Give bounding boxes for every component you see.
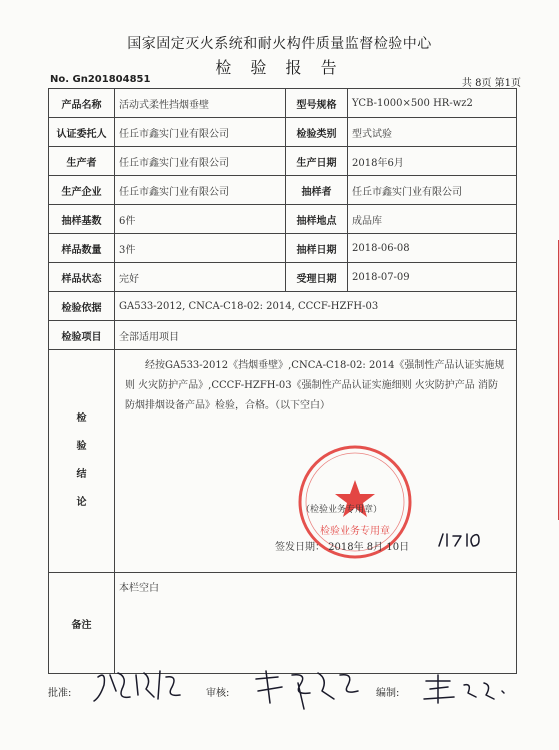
field-value: 任丘市鑫实门业有限公司 [115,118,286,147]
org-title: 国家固定灭火系统和耐火构件质量监督检验中心 [127,36,432,52]
sign-date: 签发日期： 2018年 8月 10日 [275,542,410,553]
remark-row [49,573,517,674]
conclusion-cell [115,350,517,573]
field-label: 样品状态 [49,263,115,292]
field-value: 任丘市鑫实门业有限公司 [115,147,286,176]
page-info: 共 8页 第1页 [461,78,521,89]
field-label: 抽样基数 [49,205,115,234]
field-label: 抽样地点 [286,205,348,234]
basis-label: 检验依据 [49,292,115,321]
basis-row [49,292,517,321]
field-label: 抽样日期 [286,234,348,263]
doc-title: 检 验 报 告 [215,58,344,77]
field-value: 2018年6月 [348,147,517,176]
field-value: YCB-1000×500 HR-wz2 [348,89,517,118]
field-value: 2018-06-08 [348,234,517,263]
field-value: 成品库 [348,205,517,234]
compiler-signature [420,671,516,707]
info-row [49,263,517,292]
seal-bottom-text: 检验业务专用章 [320,526,390,537]
field-value: 任丘市鑫实门业有限公司 [348,176,517,205]
seal-label: （检验业务专用章） [301,505,383,515]
field-label: 型号规格 [286,89,348,118]
conclusion-label: 检 验 结 论 [49,350,115,573]
remark-label: 备注 [49,573,115,674]
info-row [49,147,517,176]
field-label: 检验类别 [286,118,348,147]
compile-label: 编制: [376,688,400,699]
field-label: 认证委托人 [49,118,115,147]
info-row [49,89,517,118]
approver-signature [88,667,198,707]
items-value: 全部适用项目 [115,321,517,350]
field-value: 型式试验 [348,118,517,147]
field-label: 生产企业 [49,176,115,205]
basis-value: GA533-2012, CNCA-C18-02: 2014, CCCF-HZFH-03 [115,292,517,321]
conclusion-row [49,350,517,573]
field-value: 3件 [115,234,286,263]
report-table [48,88,517,674]
review-label: 审核: [206,688,230,699]
remark-cell [115,573,517,674]
signature-footer [48,679,518,719]
items-label: 检验项目 [49,321,115,350]
info-row [49,234,517,263]
items-row [49,321,517,350]
reviewer-signature [248,665,368,713]
field-value: 任丘市鑫实门业有限公司 [115,176,286,205]
field-value: 活动式柔性挡烟垂壁 [115,89,286,118]
report-number: No. Gn201804851 [50,74,151,85]
info-row [49,118,517,147]
field-value: 2018-07-09 [348,263,517,292]
field-label: 受理日期 [286,263,348,292]
conclusion-text: 经按GA533-2012《挡烟垂壁》,CNCA-C18-02: 2014《强制性产品认证实施规则 火灾防护产品》,CCCF-HZFH-03《强制性产品认证实施细则 火灾防护产品 消防防烟排烟设备产品》检验，合格。（以下空白） [125,360,505,411]
approve-label: 批准: [48,688,72,699]
date-handwriting [433,528,493,552]
field-label: 生产者 [49,147,115,176]
remark-value: 本栏空白 [119,583,159,594]
info-row [49,205,517,234]
field-label: 抽样者 [286,176,348,205]
field-value: 6件 [115,205,286,234]
field-label: 样品数量 [49,234,115,263]
field-label: 生产日期 [286,147,348,176]
field-value: 完好 [115,263,286,292]
info-row [49,176,517,205]
field-label: 产品名称 [49,89,115,118]
